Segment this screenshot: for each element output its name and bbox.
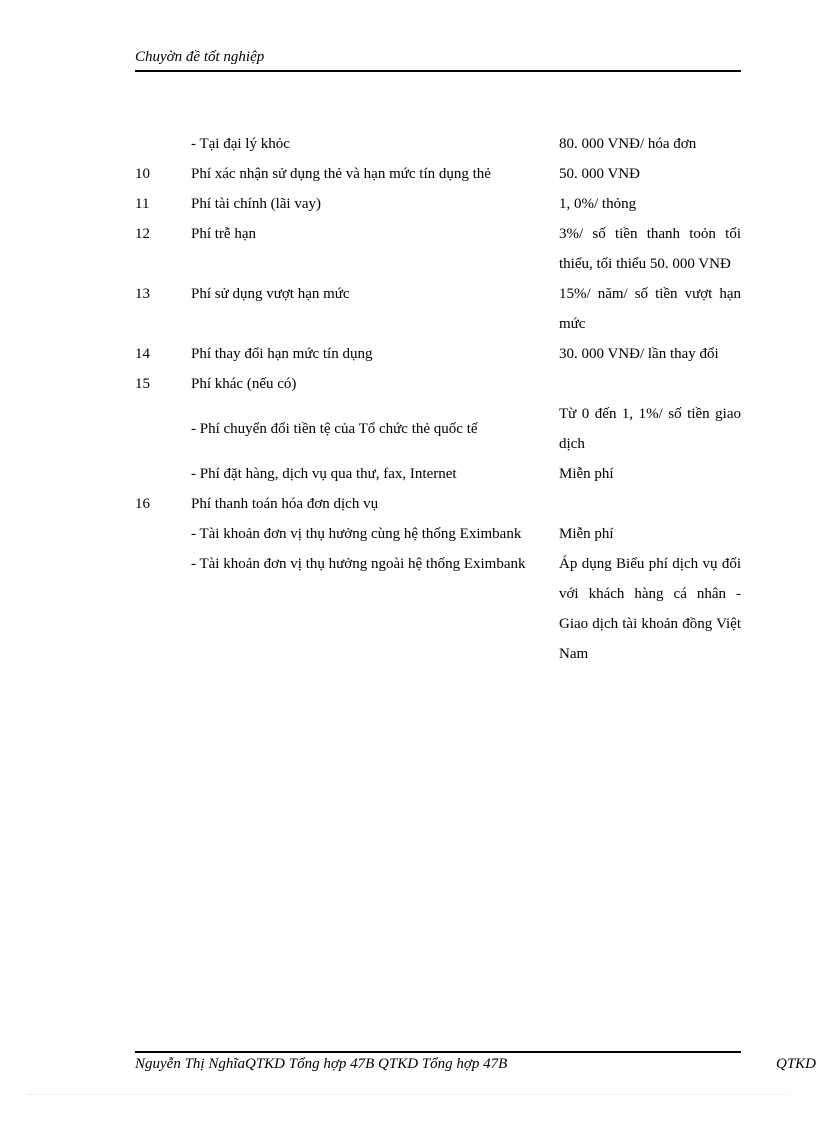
fee-description: - Phí đặt hàng, dịch vụ qua thư, fax, Internet: [191, 466, 457, 482]
fee-description: - Tài khoản đơn vị thụ hưởng ngoài hệ thống Eximbank: [191, 556, 526, 572]
fee-description: Phí tài chính (lãi vay): [191, 196, 321, 212]
row-number: [135, 399, 191, 459]
footer-tail: QTKD: [776, 1056, 816, 1072]
table-row: [135, 159, 741, 189]
table-row: [135, 399, 741, 459]
row-number: 11: [135, 196, 150, 212]
fee-table: [135, 129, 741, 669]
footer-rule: [135, 1051, 741, 1053]
row-number: [135, 519, 191, 549]
fee-description: - Tài khoản đơn vị thụ hưởng cùng hệ thống Eximbank: [191, 526, 522, 542]
row-number: [135, 459, 191, 489]
table-row: [135, 549, 741, 669]
fee-value: Từ 0 đến 1, 1%/ số tiền giao dịch: [559, 406, 741, 452]
row-number: 10: [135, 166, 150, 182]
page-header: [135, 48, 741, 72]
table-row: [135, 519, 741, 549]
header-title: Chuyờn đề tốt nghiệp: [135, 49, 265, 65]
fee-description: Phí xác nhận sử dụng thẻ và hạn mức tín dụng thẻ: [191, 166, 491, 182]
table-row: [135, 189, 741, 219]
table-row: [135, 279, 741, 339]
fee-value: 3%/ số tiền thanh toỏn tối thiểu, tối thiểu 50. 000 VNĐ: [559, 226, 741, 272]
fee-value: [559, 369, 741, 399]
fee-description: Phí trễ hạn: [191, 226, 256, 242]
row-number: 16: [135, 496, 150, 512]
fee-description: Phí khác (nếu có): [191, 376, 297, 392]
fee-description: - Tại đại lý khỏc: [191, 136, 290, 152]
row-number: 13: [135, 286, 150, 302]
fee-value: 1, 0%/ thỏng: [559, 196, 637, 212]
fee-value: Áp dụng Biểu phí dịch vụ đối với khách hàng cá nhân - Giao dịch tài khoản đồng Việt Nam: [559, 556, 741, 662]
row-number: 14: [135, 346, 150, 362]
fee-description: Phí sử dụng vượt hạn mức: [191, 286, 350, 302]
page-edge: [28, 1094, 788, 1095]
fee-value: 30. 000 VNĐ/ lần thay đổi: [559, 346, 719, 362]
row-number: 12: [135, 226, 150, 242]
fee-value: Miễn phí: [559, 526, 614, 542]
row-number: [135, 549, 191, 669]
fee-description: - Phí chuyển đổi tiền tệ của Tổ chức thẻ quốc tế: [191, 421, 478, 437]
fee-value: Miễn phí: [559, 466, 614, 482]
fee-description: Phí thanh toán hóa đơn dịch vụ: [191, 496, 379, 512]
table-row: [135, 489, 741, 519]
footer-text: Nguyễn Thị NghĩaQTKD Tổng hợp 47B QTKD Tổng hợp 47B: [135, 1056, 508, 1072]
row-number: 15: [135, 376, 150, 392]
table-row: [135, 459, 741, 489]
fee-value: 15%/ năm/ số tiền vượt hạn mức: [559, 286, 741, 332]
fee-description: Phí thay đổi hạn mức tín dụng: [191, 346, 373, 362]
table-row: [135, 129, 741, 159]
table-row: [135, 219, 741, 279]
fee-value: 50. 000 VNĐ: [559, 166, 640, 182]
table-row: [135, 339, 741, 369]
fee-value: [559, 489, 741, 519]
row-number: [135, 129, 191, 159]
fee-value: 80. 000 VNĐ/ hóa đơn: [559, 136, 697, 152]
table-row: [135, 369, 741, 399]
